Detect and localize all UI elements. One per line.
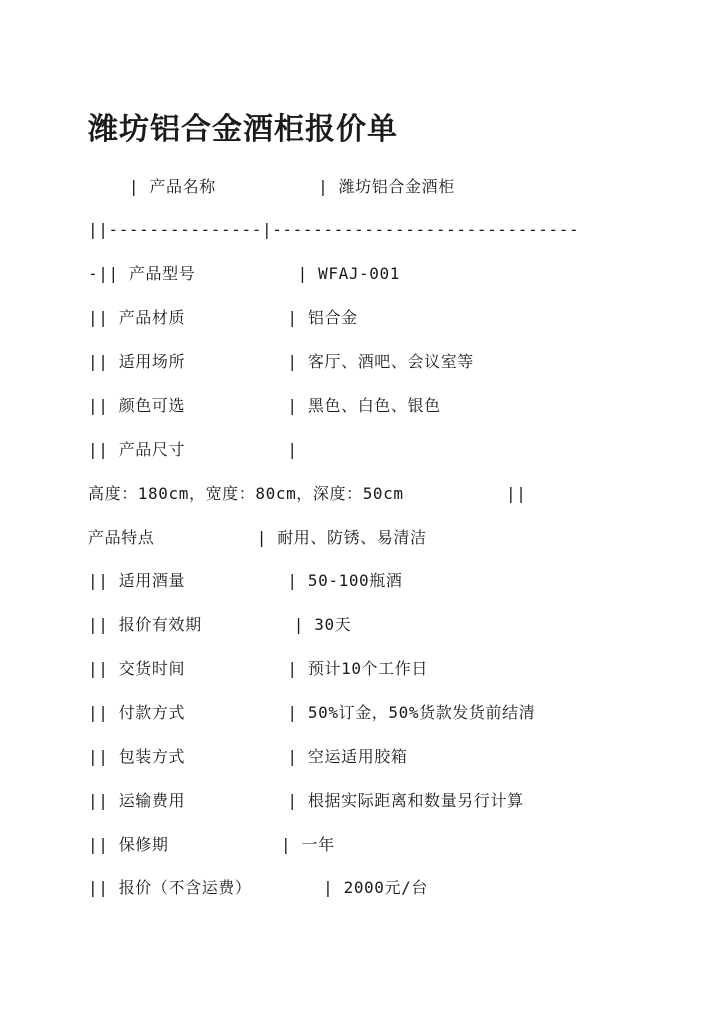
text-line: || 适用场所 | 客厅、酒吧、会议室等 <box>88 352 474 371</box>
text-line: || 运输费用 | 根据实际距离和数量另行计算 <box>88 791 524 810</box>
text-line: || 报价（不含运费） | 2000元/台 <box>88 878 428 897</box>
text-line: || 包装方式 | 空运适用胶箱 <box>88 747 408 766</box>
text-line: || 交货时间 | 预计10个工作日 <box>88 659 428 678</box>
text-line: || 报价有效期 | 30天 <box>88 615 352 634</box>
text-line: 高度：180cm，宽度：80cm，深度：50cm || <box>88 484 527 503</box>
text-line: || 颜色可选 | 黑色、白色、银色 <box>88 396 441 415</box>
text-line: || 保修期 | 一年 <box>88 835 335 854</box>
text-line: 产品特点 | 耐用、防锈、易清洁 <box>88 528 427 547</box>
text-line: ||---------------|------------------------------ <box>88 220 580 239</box>
text-line: | 产品名称 | 潍坊铝合金酒柜 <box>88 177 455 196</box>
text-line: -|| 产品型号 | WFAJ-001 <box>88 264 400 283</box>
document-title: 潍坊铝合金酒柜报价单 <box>88 112 398 148</box>
text-line: || 产品尺寸 | <box>88 440 298 459</box>
text-line: || 适用酒量 | 50-100瓶酒 <box>88 571 403 590</box>
text-line: || 产品材质 | 铝合金 <box>88 308 358 327</box>
text-line: || 付款方式 | 50%订金，50%货款发货前结清 <box>88 703 536 722</box>
